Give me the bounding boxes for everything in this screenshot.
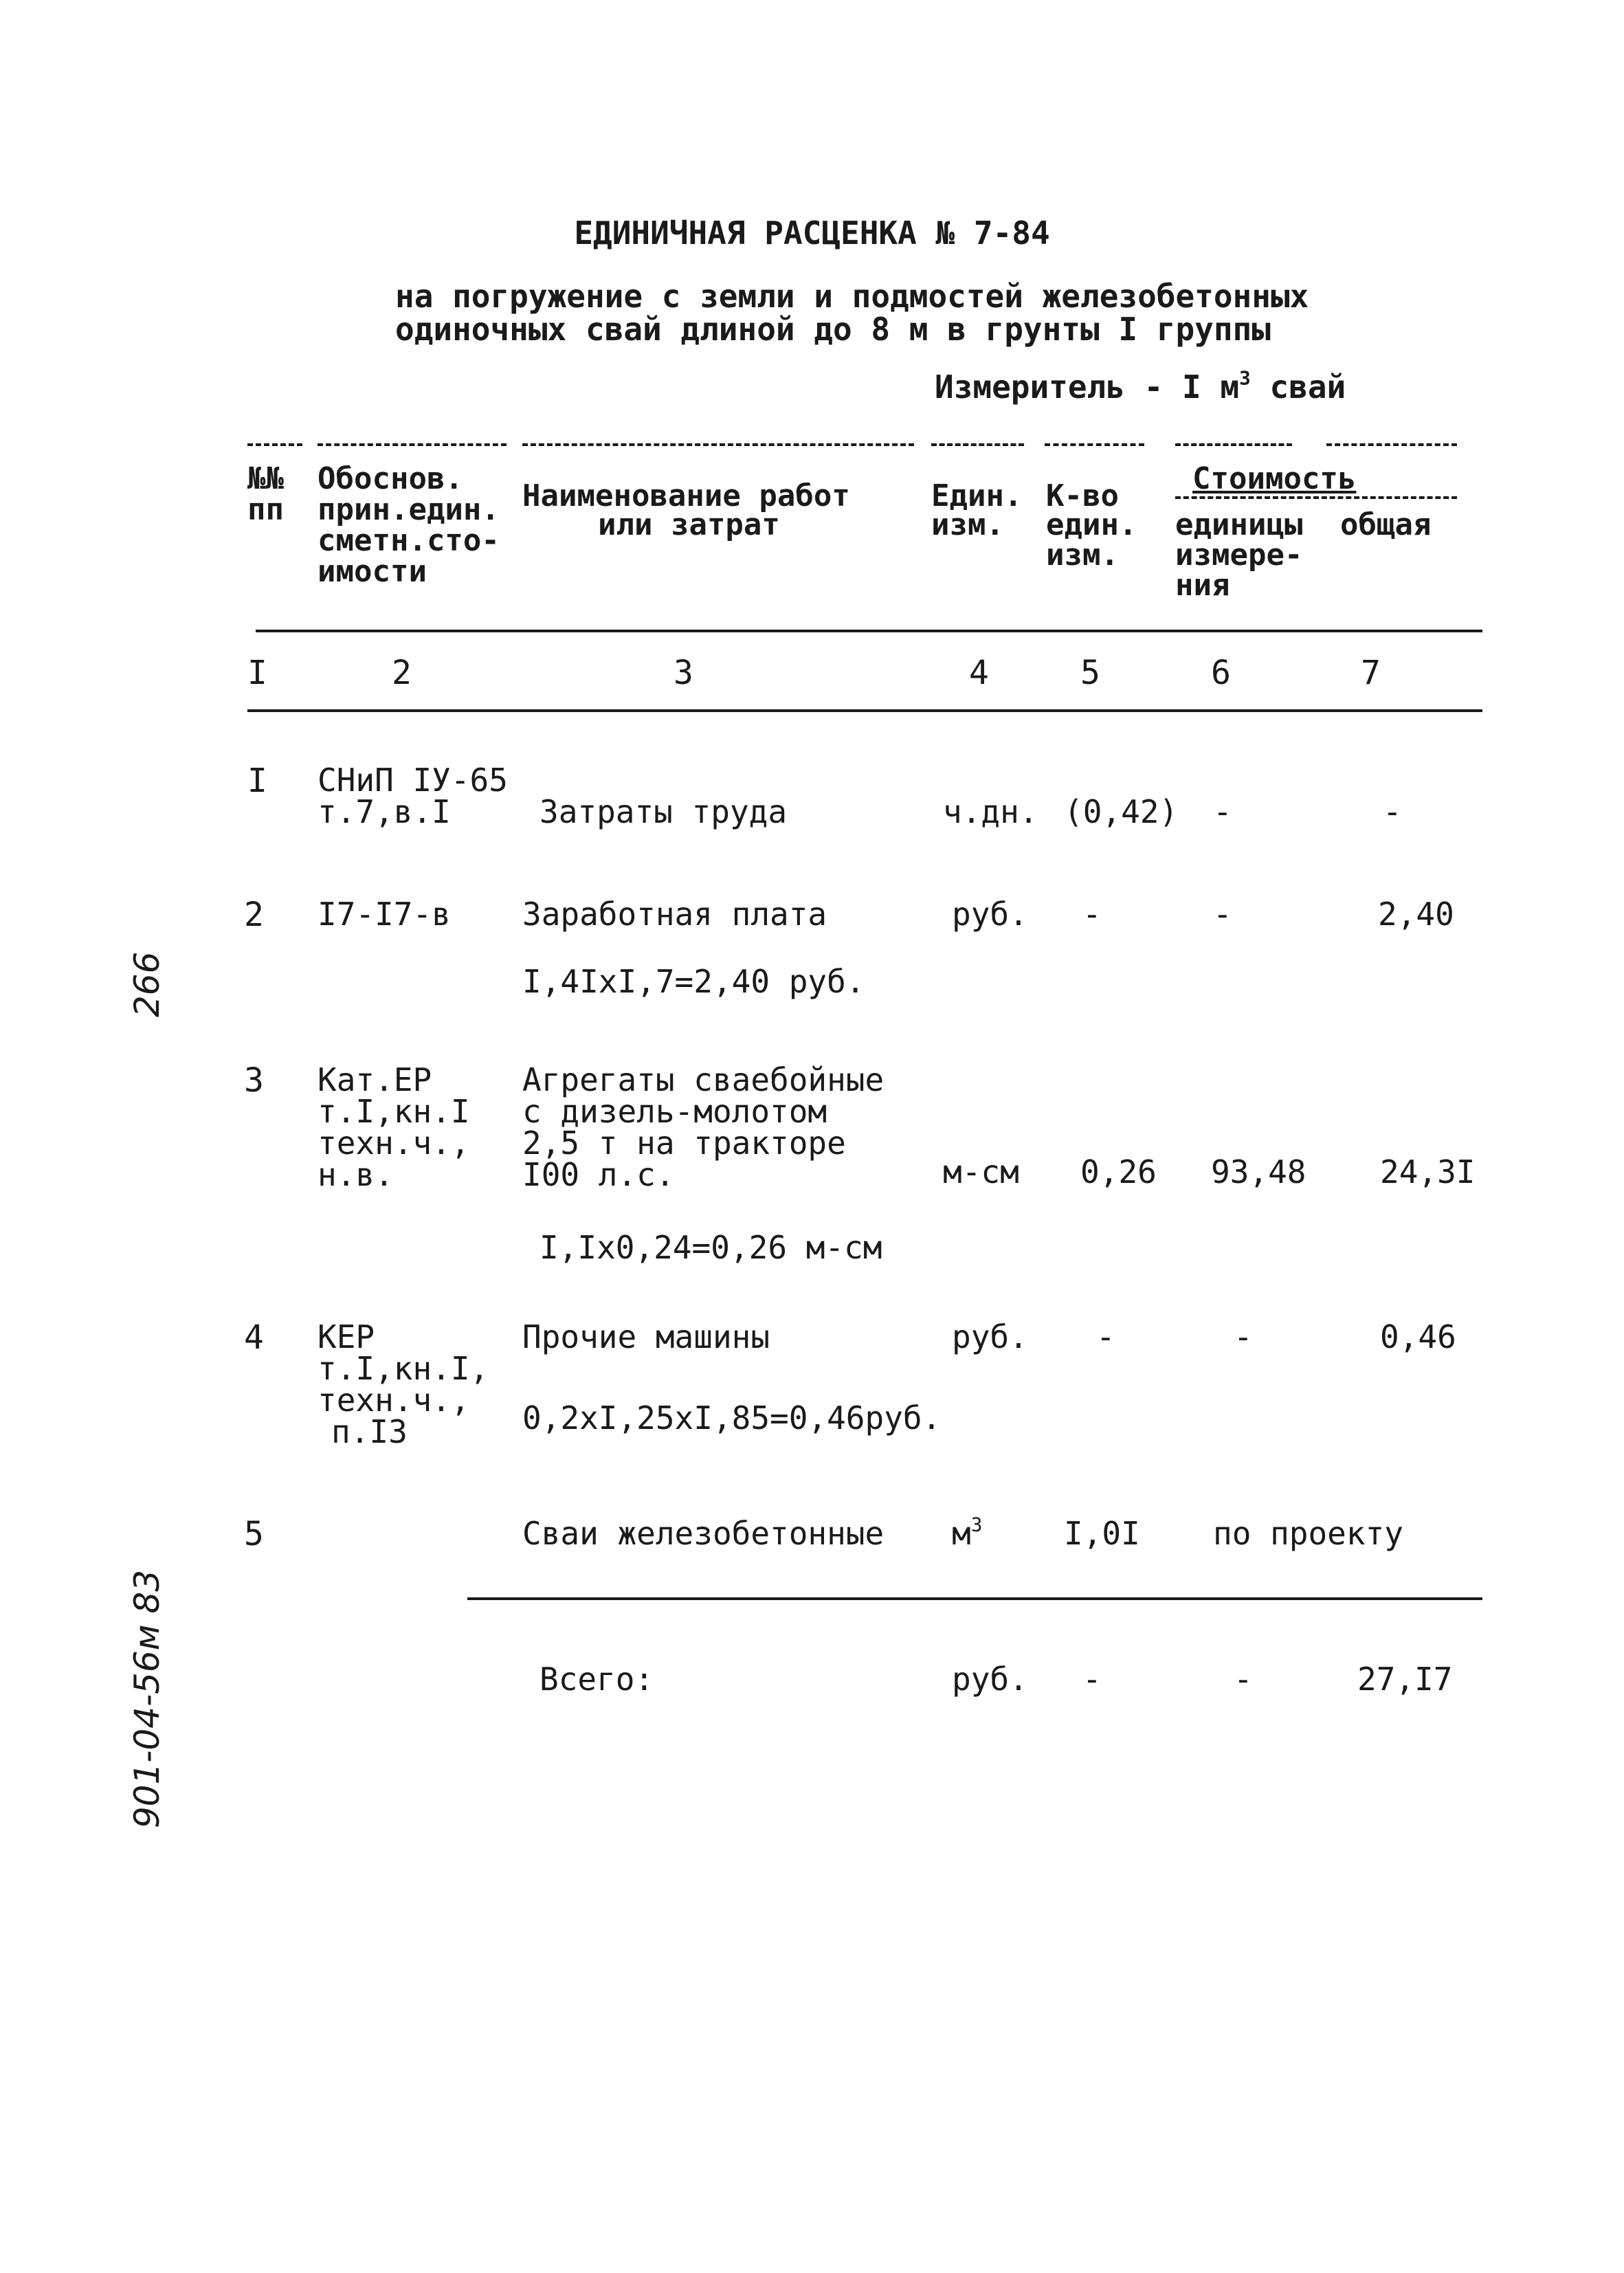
row-calc: I,4IхI,7=2,40 руб. bbox=[522, 963, 865, 1000]
header-dash-3 bbox=[522, 443, 914, 446]
document-code: 901-04-56м 83 bbox=[127, 1569, 167, 1828]
row-basis-l3: техн.ч., bbox=[318, 1124, 470, 1162]
col2-header-l1: Обоснов. bbox=[318, 461, 463, 496]
col-number-5: 5 bbox=[1080, 654, 1100, 692]
row-name-l3: 2,5 т на тракторе bbox=[522, 1124, 846, 1162]
row-unit: руб. bbox=[952, 1318, 1028, 1355]
row-basis-l4: н.в. bbox=[318, 1156, 394, 1193]
row-number: 2 bbox=[244, 896, 264, 934]
row-name-l1: Агрегаты сваебойные bbox=[522, 1061, 885, 1098]
header-dash-1 bbox=[247, 443, 302, 446]
row-total: 0,46 bbox=[1380, 1318, 1456, 1355]
total-unit: руб. bbox=[952, 1661, 1028, 1698]
header-dash-2 bbox=[318, 443, 507, 446]
header-dash-6 bbox=[1175, 443, 1292, 446]
col2-header-l4: имости bbox=[318, 554, 427, 589]
col-number-4: 4 bbox=[969, 654, 989, 692]
row-cost-note: по проекту bbox=[1213, 1515, 1403, 1552]
row-name: Сваи железобетонные bbox=[522, 1515, 885, 1552]
row-number: 5 bbox=[244, 1515, 264, 1553]
row-unit-cost: - bbox=[1213, 793, 1232, 830]
col5-header-l1: К-во bbox=[1046, 478, 1119, 513]
row-name-l4: I00 л.с. bbox=[522, 1156, 675, 1193]
col7-header-l1: общая bbox=[1340, 507, 1432, 542]
header-dash-7 bbox=[1326, 443, 1457, 446]
row-qty: - bbox=[1096, 1318, 1115, 1355]
col2-header-l3: сметн.сто- bbox=[318, 523, 500, 558]
row-name: Затраты труда bbox=[540, 793, 788, 830]
col4-header-l1: Един. bbox=[931, 478, 1023, 513]
cost-group-header: Стоимость bbox=[1192, 461, 1357, 496]
row-unit-cost: - bbox=[1213, 896, 1232, 933]
row-qty: I,0I bbox=[1064, 1515, 1140, 1552]
row-total: 2,40 bbox=[1378, 896, 1454, 933]
row-basis-l1: I7-I7-в bbox=[318, 896, 451, 933]
row-number: 4 bbox=[244, 1318, 264, 1357]
row-unit: руб. bbox=[952, 896, 1028, 933]
row-basis-l2: т.7,в.I bbox=[318, 793, 451, 830]
col-number-3: 3 bbox=[674, 654, 693, 692]
header-dash-5 bbox=[1045, 443, 1144, 446]
row-qty: 0,26 bbox=[1080, 1153, 1157, 1190]
header-dash-4 bbox=[931, 443, 1024, 446]
col3-header-l1: Наименование работ bbox=[522, 478, 850, 513]
row-calc: I,Iх0,24=0,26 м-см bbox=[540, 1229, 882, 1266]
row-total: - bbox=[1383, 793, 1402, 830]
cost-group-rule bbox=[1175, 496, 1457, 499]
total-value: 27,I7 bbox=[1357, 1661, 1453, 1698]
subtitle-line-1: на погружение с земли и подмостей железобетонных bbox=[395, 278, 1309, 315]
header-rule bbox=[256, 630, 1482, 632]
row-calc: 0,2хI,25хI,85=0,46руб. bbox=[522, 1399, 942, 1437]
row-unit: м-см bbox=[943, 1153, 1019, 1190]
row-name-l2: с дизель-молотом bbox=[522, 1093, 827, 1130]
row-unit-cost: - bbox=[1234, 1318, 1253, 1355]
col5-header-l3: изм. bbox=[1046, 537, 1119, 573]
row-basis-l1: КЕР bbox=[318, 1318, 375, 1355]
row-qty: - bbox=[1082, 896, 1102, 933]
col3-header-l2: или затрат bbox=[598, 507, 780, 542]
row-unit: $м^3$ bbox=[952, 1513, 983, 1552]
total-label: Всего: bbox=[540, 1661, 654, 1698]
row-basis-l2: т.I,кн.I, bbox=[318, 1350, 489, 1387]
row-unit-cost: 93,48 bbox=[1211, 1153, 1306, 1190]
row-basis-l4: п.I3 bbox=[331, 1413, 408, 1450]
row-basis-l3: техн.ч., bbox=[318, 1382, 470, 1419]
col-number-1: I bbox=[247, 654, 267, 692]
row-number: 3 bbox=[244, 1061, 264, 1100]
col2-header-l2: прин.един. bbox=[318, 492, 500, 527]
col6-header-l1: единицы bbox=[1175, 507, 1303, 542]
col6-header-l2: измере- bbox=[1175, 537, 1303, 573]
row-name: Заработная плата bbox=[522, 896, 827, 933]
column-numbers-rule bbox=[247, 709, 1482, 712]
row-basis-l1: СНиП IУ-65 bbox=[318, 762, 508, 799]
measure-unit: Измеритель - I $м^3$ свай bbox=[935, 366, 1346, 406]
total-qty: - bbox=[1082, 1661, 1102, 1698]
col4-header-l2: изм. bbox=[931, 507, 1004, 542]
total-rule bbox=[467, 1597, 1482, 1600]
row-name: Прочие машины bbox=[522, 1318, 770, 1355]
row-total: 24,3I bbox=[1380, 1153, 1476, 1190]
total-unit-cost: - bbox=[1234, 1661, 1253, 1698]
col6-header-l3: ния bbox=[1175, 568, 1230, 603]
col-number-2: 2 bbox=[392, 654, 412, 692]
row-basis-l1: Кат.ЕР bbox=[318, 1061, 432, 1098]
row-unit: ч.дн. bbox=[943, 793, 1038, 830]
subtitle-line-2: одиночных свай длиной до 8 м в грунты I группы bbox=[395, 311, 1271, 348]
col1-header-l1: №№ bbox=[247, 461, 284, 496]
row-basis-l2: т.I,кн.I bbox=[318, 1093, 470, 1130]
col1-header-l2: пп bbox=[247, 492, 284, 527]
row-qty: (0,42) bbox=[1064, 793, 1179, 830]
col-number-6: 6 bbox=[1211, 654, 1231, 692]
col-number-7: 7 bbox=[1361, 654, 1381, 692]
page-number: 266 bbox=[127, 951, 167, 1017]
col5-header-l2: един. bbox=[1046, 507, 1137, 542]
row-number: I bbox=[247, 762, 267, 800]
page-title: ЕДИНИЧНАЯ РАСЦЕНКА № 7-84 bbox=[574, 214, 1050, 252]
